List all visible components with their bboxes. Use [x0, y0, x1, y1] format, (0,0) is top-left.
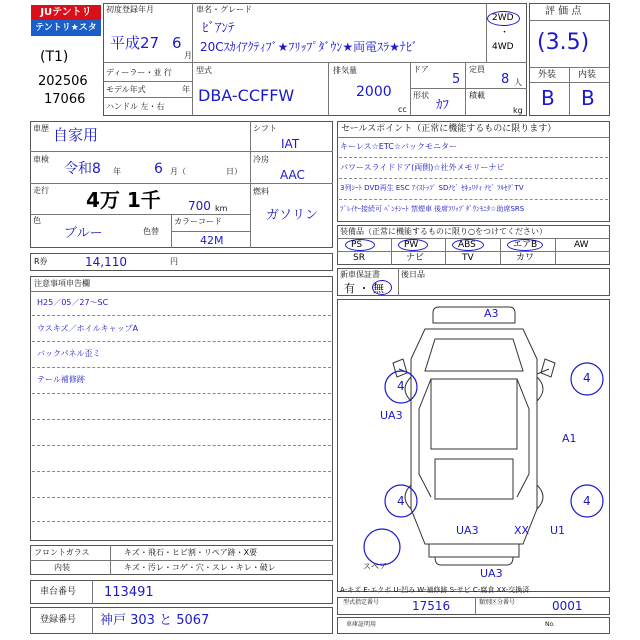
int-grade-label: 内装	[578, 70, 597, 80]
ext-grade-value: B	[541, 86, 555, 110]
drive-4wd: 4WD	[492, 42, 514, 52]
displacement-unit: cc	[398, 105, 407, 114]
load-label: 積載	[469, 91, 485, 100]
notes-lines	[30, 291, 333, 541]
cert-box	[337, 617, 610, 634]
selling-lines	[337, 137, 610, 222]
inspection-month-unit: 月（	[170, 167, 186, 176]
dmg-rear-right: U1	[550, 524, 566, 537]
damage-legend: A-キズ E-エクボ U-凹み W-補修跡 S-サビ C-腐食 XX-交換済	[340, 586, 530, 594]
color-label: 色	[33, 216, 41, 225]
dmg-rear-left: UA3	[456, 524, 479, 537]
drive-dot: ・	[500, 28, 510, 38]
fuel-value: ガソリン	[266, 208, 319, 223]
int-grade-value: B	[581, 86, 595, 110]
mileage-unit: km	[215, 204, 228, 213]
dmg-rear-middle: XX	[514, 524, 530, 537]
ac-value: AAC	[280, 168, 305, 182]
grade-title: 評 価 点	[545, 6, 582, 17]
door-value: 5	[452, 72, 461, 87]
logo-brand: JUテントリ	[31, 5, 101, 20]
usage-label: 車歴	[33, 124, 49, 133]
model-year-unit: 年	[182, 85, 190, 94]
equip-item: AW	[574, 240, 589, 250]
retouch-label: 色替	[143, 227, 159, 236]
chassis-value: 113491	[104, 585, 154, 600]
selling-title: セールスポイント（正常に機能するものに限ります）	[341, 124, 557, 134]
model-year-label: モデル年式	[106, 85, 146, 94]
logo-sub: テントリ★スター	[31, 20, 101, 36]
door-label: ドア	[413, 65, 429, 74]
usage-value: 自家用	[53, 126, 99, 144]
interior-value: キズ・汚レ・コゲ・穴・スレ・キレ・破レ	[124, 563, 276, 572]
recycle-box	[30, 253, 333, 271]
shape-value: ｶﾌ	[436, 98, 449, 113]
load-unit: kg	[513, 106, 523, 115]
selling-line: パワースライドドア(両側)☆社外メモリーナビ	[340, 163, 505, 172]
car-name: ﾋﾞｱﾝﾃ	[202, 21, 235, 36]
front-glass-label: フロントガラス	[34, 548, 90, 557]
shift-label: シフト	[253, 124, 277, 133]
warranty-none-circle	[372, 280, 392, 295]
reg-month-unit: 月	[184, 51, 192, 60]
equip-item: カワ	[516, 253, 535, 263]
color-code-value: 42M	[200, 234, 224, 247]
car-grade: 20Cｽｶｲｱｸﾃｨﾌﾞ★ﾌﾘｯﾌﾟﾀﾞｳﾝ★両電ｽﾗ★ﾅﾋﾞ	[200, 40, 418, 54]
dmg-rear-right-tire: 4	[583, 494, 591, 508]
reg-era: 平成27	[110, 34, 160, 52]
equip-item: ナビ	[406, 253, 425, 263]
equipment-title: 装備品（正常に機能するものに限り○をつけてください）	[340, 227, 547, 236]
capacity-value: 8	[501, 72, 510, 87]
type-value: DBA-CCFFW	[198, 86, 295, 105]
sheet-tag: (T1)	[40, 49, 69, 65]
dealer-label: ディーラー・並 行	[106, 68, 172, 77]
type-label: 型式	[196, 66, 212, 75]
color-code-label: カラーコード	[174, 217, 222, 226]
mileage-value: 4万 1千	[86, 188, 161, 212]
chassis-label: 車台番号	[40, 587, 77, 597]
equip-item: TV	[462, 253, 474, 263]
sheet-id-top: 202506	[38, 74, 88, 89]
shift-value: IAT	[281, 137, 300, 151]
equip-item: ABS	[458, 240, 476, 250]
shape-label: 形状	[413, 91, 429, 100]
front-glass-value: キズ・飛石・ヒビ割・リペア跡・X要	[124, 548, 258, 557]
selling-line: ﾌﾞﾚｲﾔｰ接続可 ﾍﾞﾝﾁｼｰﾄ 禁煙車 後席ﾌﾘｯﾌﾟﾀﾞｳﾝﾓﾆﾀ☆助席SRS	[340, 205, 525, 213]
equip-item: PS	[351, 240, 363, 250]
dmg-rear-left-tire: 4	[397, 494, 405, 508]
recycle-unit: 円	[170, 257, 178, 266]
dmg-rear: UA3	[480, 567, 503, 580]
name-grade-label: 車名・グレード	[196, 5, 252, 14]
plate-value: 神戸 303 と 5067	[100, 613, 210, 628]
dmg-left-side: UA3	[380, 409, 403, 422]
reg-date-label: 初度登録年月	[106, 5, 154, 14]
after-items-label: 後日品	[401, 270, 425, 279]
displacement-value: 2000	[356, 84, 392, 100]
inspection-month: 6	[154, 161, 163, 177]
warranty-label: 新車保証書	[340, 270, 380, 279]
dmg-roof: A3	[484, 307, 499, 320]
class-num-label: 類別区分番号	[479, 599, 516, 606]
capacity-label: 定員	[469, 65, 485, 74]
car-diagram	[337, 299, 610, 592]
recycle-value: 14,110	[85, 255, 127, 269]
type-num-value: 17516	[412, 599, 451, 613]
fuel-label: 燃料	[253, 187, 269, 196]
sheet-id-bottom: 17066	[44, 92, 86, 107]
inspection-year-unit: 年	[113, 167, 121, 176]
notes-title: 注意事項申告欄	[34, 279, 90, 288]
note-line: H25／05／27～SC	[37, 298, 109, 307]
equip-item: SR	[353, 253, 365, 263]
inspection-label: 車検	[33, 155, 49, 164]
selling-line: キーレス☆ETC☆バックモニター	[340, 142, 458, 151]
interior-label: 内装	[54, 563, 70, 572]
displacement-label: 排気量	[333, 66, 357, 75]
mileage-extra: 700	[188, 199, 211, 213]
capacity-unit: 人	[514, 78, 522, 87]
warranty-value: 有 ・ 無	[344, 282, 384, 295]
color-value: ブルー	[64, 226, 103, 241]
inspection-day-unit: 日）	[226, 167, 242, 176]
dmg-front-right-tire: 4	[583, 371, 591, 385]
plate-label: 登録番号	[40, 615, 77, 625]
equip-item: PW	[404, 240, 419, 250]
cert-label: 車庫証明用	[346, 621, 377, 628]
equip-item: エアB	[513, 240, 538, 250]
dmg-right-side: A1	[562, 432, 577, 445]
note-line: テール補修跡	[37, 375, 85, 384]
recycle-label: R券	[34, 257, 48, 266]
reg-month: 6	[172, 34, 182, 52]
dmg-front-left-tire: 4	[397, 379, 405, 393]
handle-label: ハンドル 左・右	[106, 102, 165, 111]
ac-label: 冷房	[253, 155, 269, 164]
grade-score: (3.5)	[537, 30, 590, 55]
note-line: バックパネル歪ミ	[37, 349, 101, 358]
auction-logo	[31, 5, 101, 49]
inspection-era: 令和8	[64, 161, 101, 177]
selling-line: 3列ｼｰﾄ DVD再生 ESC ｱｲｽﾄｯﾌﾟ SDﾅﾋﾞ ｾｷｭﾘﾃｨ ﾅﾋﾞ ﾌﾙｾｸﾞTV	[340, 184, 524, 192]
drive-2wd: 2WD	[492, 13, 514, 23]
ext-grade-label: 外装	[538, 70, 557, 80]
cert-no-label: No.	[545, 621, 555, 628]
header-box	[103, 3, 527, 116]
spare-label: スペア	[363, 562, 387, 571]
mileage-label: 走行	[33, 186, 49, 195]
note-line: ウスキズ／ホイルキャップA	[37, 324, 139, 333]
class-num-value: 0001	[552, 599, 583, 613]
type-num-label: 型式指定番号	[343, 599, 380, 606]
